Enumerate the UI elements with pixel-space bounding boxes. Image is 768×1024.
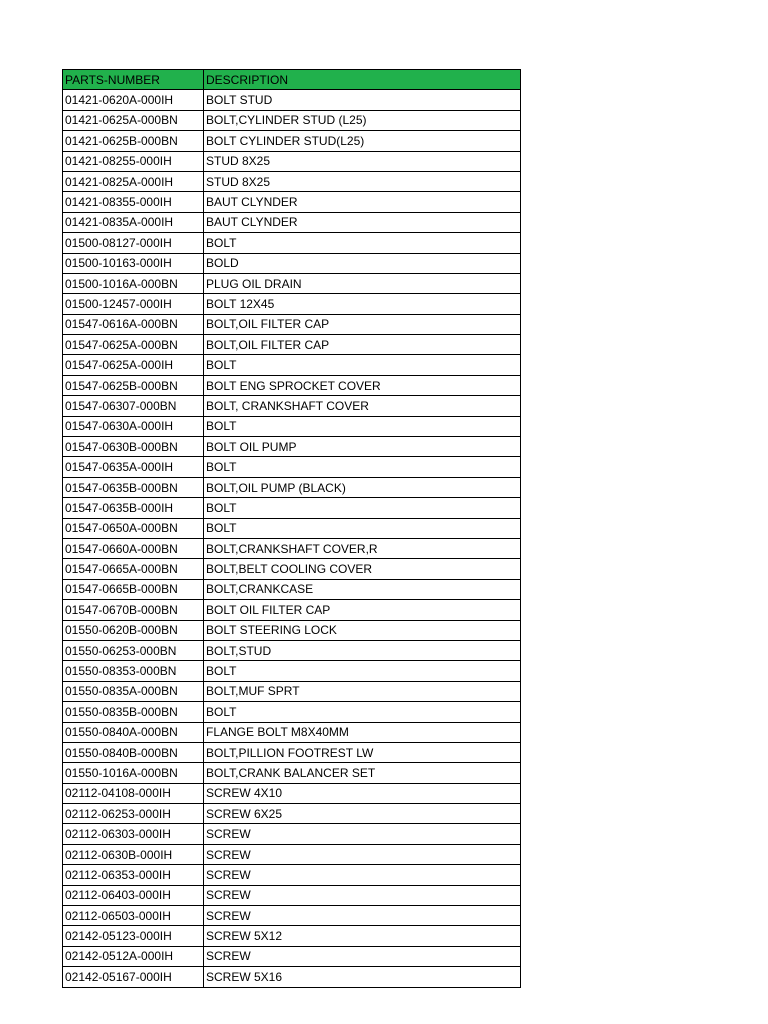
description-cell: BOLT,STUD — [204, 640, 521, 660]
part-number-cell: 01547-06307-000BN — [63, 396, 204, 416]
part-number-cell: 01547-0630A-000IH — [63, 416, 204, 436]
table-row — [63, 885, 521, 905]
description-cell: BOLT — [204, 518, 521, 538]
table-row — [63, 763, 521, 783]
table-row — [63, 437, 521, 457]
table-row — [63, 233, 521, 253]
description-cell: SCREW — [204, 865, 521, 885]
description-cell: BAUT CLYNDER — [204, 192, 521, 212]
part-number-cell: 02142-05167-000IH — [63, 967, 204, 987]
table-row — [63, 538, 521, 558]
description-cell: BOLT CYLINDER STUD(L25) — [204, 131, 521, 151]
part-number-cell: 01547-0665B-000BN — [63, 579, 204, 599]
part-number-cell: 01550-06253-000BN — [63, 640, 204, 660]
description-cell: BOLT,OIL PUMP (BLACK) — [204, 477, 521, 497]
part-number-cell: 01547-0625B-000BN — [63, 375, 204, 395]
table-row — [63, 498, 521, 518]
part-number-cell: 01550-0620B-000BN — [63, 620, 204, 640]
description-cell: BOLD — [204, 253, 521, 273]
description-cell: BOLT,MUF SPRT — [204, 681, 521, 701]
part-number-cell: 02112-0630B-000IH — [63, 844, 204, 864]
part-number-cell: 02112-06503-000IH — [63, 906, 204, 926]
table-row — [63, 477, 521, 497]
part-number-cell: 01500-10163-000IH — [63, 253, 204, 273]
description-cell: SCREW — [204, 824, 521, 844]
part-number-cell: 01421-0825A-000IH — [63, 171, 204, 191]
description-cell: SCREW — [204, 885, 521, 905]
part-number-cell: 01547-0616A-000BN — [63, 314, 204, 334]
part-number-cell: 01547-0670B-000BN — [63, 600, 204, 620]
part-number-cell: 01547-0650A-000BN — [63, 518, 204, 538]
table-row — [63, 620, 521, 640]
table-row — [63, 661, 521, 681]
header-row — [63, 70, 521, 90]
description-cell: SCREW 5X12 — [204, 926, 521, 946]
table-row — [63, 844, 521, 864]
table-row — [63, 967, 521, 987]
table-row — [63, 600, 521, 620]
table-row — [63, 396, 521, 416]
description-cell: BOLT — [204, 416, 521, 436]
table-row — [63, 559, 521, 579]
part-number-cell: 02112-06303-000IH — [63, 824, 204, 844]
part-number-cell: 01550-0835B-000BN — [63, 702, 204, 722]
part-number-cell: 01421-0625B-000BN — [63, 131, 204, 151]
description-cell: BAUT CLYNDER — [204, 212, 521, 232]
part-number-cell: 02142-05123-000IH — [63, 926, 204, 946]
description-cell: BOLT — [204, 457, 521, 477]
table-row — [63, 110, 521, 130]
description-cell: SCREW — [204, 906, 521, 926]
description-cell: BOLT ENG SPROCKET COVER — [204, 375, 521, 395]
part-number-cell: 01550-0835A-000BN — [63, 681, 204, 701]
description-cell: SCREW — [204, 946, 521, 966]
table-row — [63, 314, 521, 334]
table-row — [63, 335, 521, 355]
description-cell: BOLT — [204, 498, 521, 518]
description-cell: BOLT — [204, 661, 521, 681]
table-body — [63, 90, 521, 987]
part-number-cell: 01547-0665A-000BN — [63, 559, 204, 579]
table-row — [63, 722, 521, 742]
description-cell: SCREW — [204, 844, 521, 864]
part-number-cell: 01550-0840B-000BN — [63, 742, 204, 762]
table-row — [63, 151, 521, 171]
table-row — [63, 90, 521, 110]
description-cell: BOLT OIL PUMP — [204, 437, 521, 457]
part-number-cell: 01421-0620A-000IH — [63, 90, 204, 110]
table-row — [63, 824, 521, 844]
table-row — [63, 579, 521, 599]
table-row — [63, 518, 521, 538]
description-cell: BOLT — [204, 355, 521, 375]
table-row — [63, 253, 521, 273]
description-cell: BOLT — [204, 702, 521, 722]
table-row — [63, 926, 521, 946]
part-number-cell: 02112-04108-000IH — [63, 783, 204, 803]
table-row — [63, 742, 521, 762]
part-number-cell: 01421-0835A-000IH — [63, 212, 204, 232]
description-cell: PLUG OIL DRAIN — [204, 273, 521, 293]
table-row — [63, 457, 521, 477]
table-header — [63, 70, 521, 90]
table-row — [63, 294, 521, 314]
description-cell: BOLT, CRANKSHAFT COVER — [204, 396, 521, 416]
description-cell: BOLT STEERING LOCK — [204, 620, 521, 640]
description-cell: BOLT,BELT COOLING COVER — [204, 559, 521, 579]
description-cell: BOLT,CRANKSHAFT COVER,R — [204, 538, 521, 558]
table-row — [63, 804, 521, 824]
part-number-cell: 02112-06253-000IH — [63, 804, 204, 824]
description-cell: BOLT — [204, 233, 521, 253]
part-number-cell: 02112-06353-000IH — [63, 865, 204, 885]
part-number-cell: 01500-08127-000IH — [63, 233, 204, 253]
part-number-cell: 01550-08353-000BN — [63, 661, 204, 681]
part-number-cell: 01500-1016A-000BN — [63, 273, 204, 293]
part-number-cell: 01547-0630B-000BN — [63, 437, 204, 457]
part-number-cell: 01421-08255-000IH — [63, 151, 204, 171]
part-number-cell: 01547-0635B-000BN — [63, 477, 204, 497]
parts-table — [62, 69, 521, 988]
table-row — [63, 273, 521, 293]
description-cell: FLANGE BOLT M8X40MM — [204, 722, 521, 742]
table-row — [63, 416, 521, 436]
description-cell: SCREW 6X25 — [204, 804, 521, 824]
table-row — [63, 171, 521, 191]
table-row — [63, 640, 521, 660]
description-cell: BOLT,PILLION FOOTREST LW — [204, 742, 521, 762]
part-number-cell: 01547-0625A-000BN — [63, 335, 204, 355]
table-row — [63, 355, 521, 375]
description-cell: BOLT,OIL FILTER CAP — [204, 314, 521, 334]
part-number-cell: 02142-0512A-000IH — [63, 946, 204, 966]
part-number-cell: 01500-12457-000IH — [63, 294, 204, 314]
table-row — [63, 702, 521, 722]
table-row — [63, 375, 521, 395]
description-cell: STUD 8X25 — [204, 151, 521, 171]
part-number-cell: 02112-06403-000IH — [63, 885, 204, 905]
table-row — [63, 906, 521, 926]
table-row — [63, 131, 521, 151]
description-cell: SCREW 4X10 — [204, 783, 521, 803]
part-number-cell: 01421-0625A-000BN — [63, 110, 204, 130]
part-number-cell: 01547-0635A-000IH — [63, 457, 204, 477]
column-header-parts-number: PARTS-NUMBER — [63, 70, 204, 90]
description-cell: BOLT,CYLINDER STUD (L25) — [204, 110, 521, 130]
part-number-cell: 01547-0660A-000BN — [63, 538, 204, 558]
part-number-cell: 01550-1016A-000BN — [63, 763, 204, 783]
part-number-cell: 01547-0625A-000IH — [63, 355, 204, 375]
table-row — [63, 946, 521, 966]
description-cell: BOLT 12X45 — [204, 294, 521, 314]
part-number-cell: 01421-08355-000IH — [63, 192, 204, 212]
table-row — [63, 865, 521, 885]
table-row — [63, 192, 521, 212]
description-cell: BOLT,CRANKCASE — [204, 579, 521, 599]
description-cell: SCREW 5X16 — [204, 967, 521, 987]
table-row — [63, 212, 521, 232]
table-row — [63, 783, 521, 803]
description-cell: STUD 8X25 — [204, 171, 521, 191]
column-header-description: DESCRIPTION — [204, 70, 521, 90]
table-row — [63, 681, 521, 701]
description-cell: BOLT STUD — [204, 90, 521, 110]
part-number-cell: 01547-0635B-000IH — [63, 498, 204, 518]
description-cell: BOLT,OIL FILTER CAP — [204, 335, 521, 355]
part-number-cell: 01550-0840A-000BN — [63, 722, 204, 742]
description-cell: BOLT,CRANK BALANCER SET — [204, 763, 521, 783]
description-cell: BOLT OIL FILTER CAP — [204, 600, 521, 620]
